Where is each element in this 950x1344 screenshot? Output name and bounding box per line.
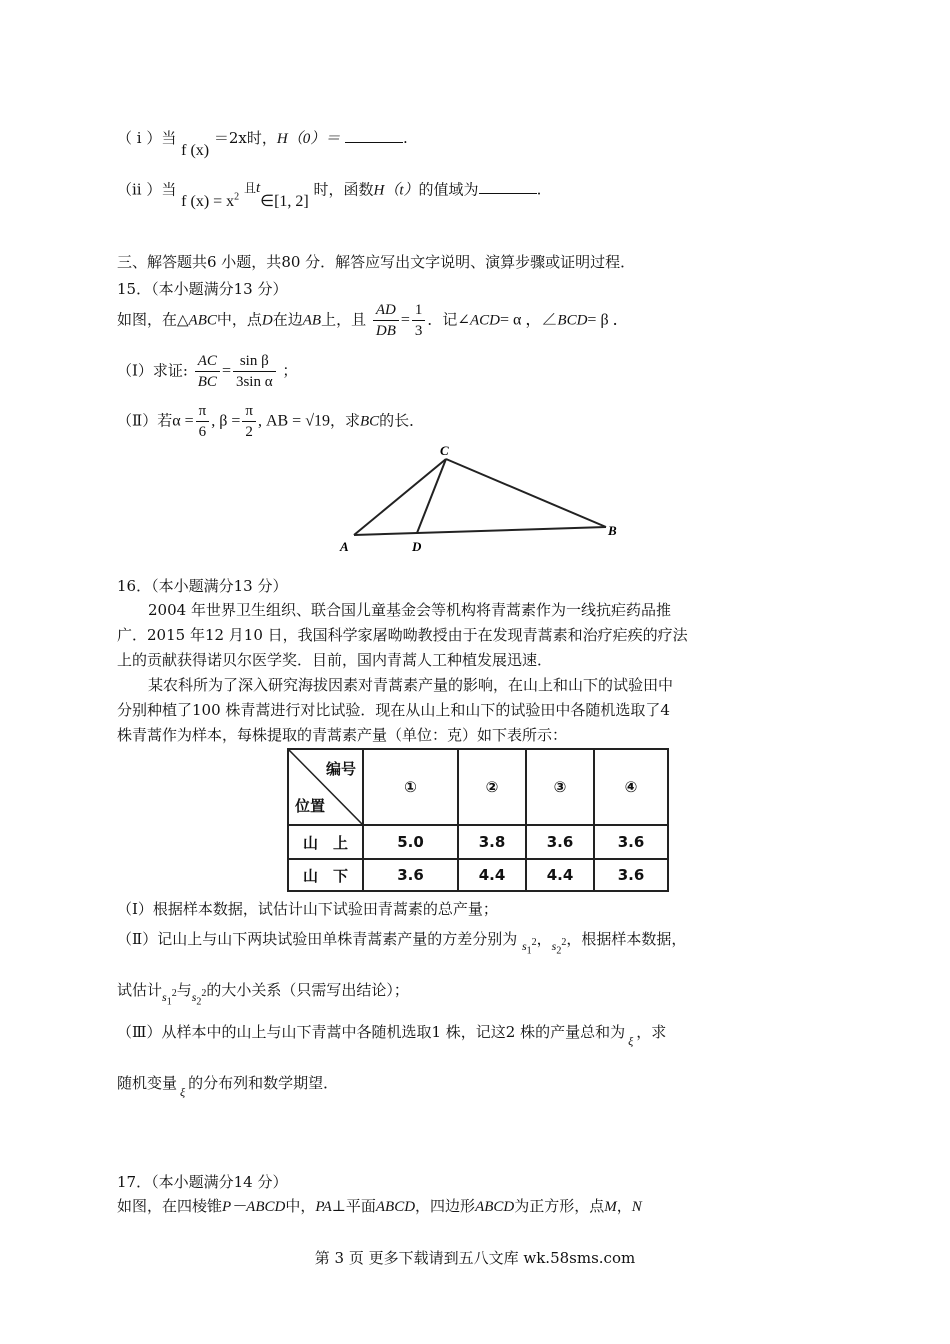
table-col-header: ② bbox=[458, 749, 526, 825]
q14-i-end: . bbox=[403, 129, 408, 147]
q17-abcd-2: ABCD bbox=[475, 1199, 515, 1215]
s2-squared bbox=[551, 937, 567, 957]
table-row-label: 山 下 bbox=[288, 859, 363, 891]
frac-num-ac: AC bbox=[195, 351, 220, 372]
q17-stem bbox=[117, 1196, 642, 1217]
table-row bbox=[288, 859, 668, 891]
q16-part2-d: 的大小关系（只需写出结论）； bbox=[206, 981, 409, 999]
s1-squared-b bbox=[162, 988, 177, 1008]
s2-letter: s bbox=[551, 939, 557, 953]
frac-three: 3 bbox=[414, 323, 423, 339]
table-col-header: ① bbox=[363, 749, 458, 825]
triangle-figure bbox=[330, 445, 630, 557]
section-3-heading: 三、解答题共6 小题，共80 分．解答应写出文字说明、演算步骤或证明过程． bbox=[117, 253, 636, 271]
q16-para1-line3: 上的贡献获得诺贝尔医学奖．目前，国内青蒿人工种植发展迅速． bbox=[117, 651, 553, 669]
q14-i-H: H（0）＝ bbox=[276, 131, 341, 147]
table-cell: 3.6 bbox=[594, 825, 668, 859]
q15-number: 15．（本小题满分13 分） bbox=[117, 280, 288, 298]
q14-ii-end: . bbox=[536, 180, 542, 199]
q14-part-i bbox=[117, 128, 408, 159]
q16-part3-a: （Ⅲ）从样本中的山上与山下青蒿中各随机选取1 株，记这2 株的产量总和为 bbox=[117, 1023, 626, 1041]
q16-para2-line1: 某农科所为了深入研究海拔因素对青蒿素产量的影响，在山上和山下的试验田中 bbox=[148, 676, 674, 694]
table-corner-cell bbox=[288, 749, 363, 825]
q14-part-ii bbox=[117, 176, 542, 211]
q15-ABC: ABC bbox=[188, 312, 217, 329]
fraction-one-third bbox=[412, 300, 426, 341]
q14-i-label: （ i ）当 bbox=[117, 129, 177, 147]
s1-squared bbox=[521, 937, 537, 957]
label-a: A bbox=[340, 539, 349, 554]
frac-num-sin: sin β bbox=[233, 351, 276, 372]
q14-ii-exp: 2 bbox=[234, 192, 240, 203]
q17-pabcd: P－ABCD bbox=[222, 1199, 286, 1215]
q16-para1-line2: 广．2015 年12 月10 日，我国科学家屠呦呦教授由于在发现青蒿素和治疗疟疾的疗法 bbox=[117, 626, 688, 644]
xi-symbol-2: ξ bbox=[180, 1085, 186, 1099]
q15-eq-beta: = β ． bbox=[587, 311, 629, 329]
q17-stem-e: 为正方形，点 bbox=[514, 1197, 605, 1215]
q16-part1: （Ⅰ）根据样本数据，试估计山下试验田青蒿素的总产量； bbox=[117, 900, 498, 918]
q17-abcd-1: ABCD bbox=[375, 1199, 416, 1215]
q14-ii-func-text: f (x) = x bbox=[181, 193, 235, 211]
q16-number: 16．（本小题满分13 分） bbox=[117, 577, 288, 595]
q17-stem-b: 中， bbox=[285, 1197, 316, 1215]
s2-sup: 2 bbox=[561, 937, 567, 948]
q14-ii-and: 且 bbox=[243, 181, 256, 196]
q15-stem bbox=[117, 300, 629, 341]
label-c: C bbox=[440, 445, 449, 458]
edge-ac bbox=[354, 459, 446, 535]
q16-para2-line2: 分别种植了100 株青蒿进行对比试验．现在从山上和山下的试验田中各随机选取了4 bbox=[117, 701, 670, 719]
q16-part2-c: 试估计 bbox=[117, 981, 163, 999]
header-bottom-label: 位置 bbox=[295, 797, 326, 815]
q15-p2-alpha: α = bbox=[172, 412, 194, 430]
table-header-row bbox=[288, 749, 668, 825]
yield-table bbox=[287, 748, 669, 892]
q15-BCD: BCD bbox=[557, 312, 588, 329]
answer-blank-2 bbox=[479, 179, 537, 194]
table-cell: 3.6 bbox=[363, 859, 458, 891]
table-row bbox=[288, 825, 668, 859]
q14-ii-label: （ii ）当 bbox=[117, 180, 177, 199]
q16-part3-b: ，求 bbox=[636, 1023, 667, 1041]
q17-m: M bbox=[604, 1199, 617, 1215]
table-row-label: 山 上 bbox=[288, 825, 363, 859]
q16-part3-d: 的分布列和数学期望． bbox=[188, 1074, 339, 1092]
q15-eq-2: = bbox=[221, 362, 231, 380]
q15-eq: = bbox=[400, 311, 410, 329]
s1-sup: 2 bbox=[531, 937, 537, 948]
frac-den-sin: 3sin α bbox=[235, 374, 273, 390]
q15-eq-alpha: = α ，∠ bbox=[500, 311, 558, 329]
s1b-sup: 2 bbox=[171, 988, 177, 999]
frac-num-ad: AD bbox=[373, 300, 399, 321]
q16-para1-line1: 2004 年世界卫生组织、联合国儿童基金会等机构将青蒿素作为一线抗疟药品推 bbox=[148, 601, 671, 619]
q16-part3-c: 随机变量 bbox=[117, 1074, 178, 1092]
edge-ab bbox=[354, 527, 606, 535]
s2b-sub: 2 bbox=[196, 996, 202, 1008]
s2-squared-b bbox=[191, 988, 207, 1008]
frac-two: 2 bbox=[245, 424, 253, 440]
q15-p2-beta: , β = bbox=[211, 412, 241, 430]
label-d: D bbox=[412, 539, 422, 554]
s1-sub: 1 bbox=[526, 945, 532, 957]
q14-ii-interval: ∈[1, 2] bbox=[260, 193, 309, 211]
q15-part1-label: （Ⅰ）求证: bbox=[117, 361, 188, 380]
q15-AB: AB bbox=[302, 312, 322, 329]
table-col-header: ④ bbox=[594, 749, 668, 825]
fraction-pi-6 bbox=[196, 401, 210, 442]
q15-p2-ab: , AB = √19 bbox=[257, 412, 330, 430]
q16-yu: 与 bbox=[176, 981, 192, 999]
q14-ii-tail: 时，函数 bbox=[313, 180, 374, 199]
page-footer: 第 3 页 更多下载请到五八文库 wk.58sms.com bbox=[314, 1249, 636, 1267]
frac-pi: π bbox=[196, 401, 210, 422]
fraction-ad-db bbox=[373, 300, 399, 341]
q17-stem-f: ， bbox=[616, 1197, 632, 1215]
q16-part3 bbox=[117, 1022, 667, 1048]
q15-stem-a: 如图，在△ bbox=[117, 310, 189, 329]
q14-i-cond: ＝2x时， bbox=[213, 129, 277, 147]
q14-ii-H: H（t） bbox=[373, 182, 419, 199]
frac-six: 6 bbox=[198, 424, 207, 440]
fraction-pi-2 bbox=[242, 401, 256, 442]
q17-stem-a: 如图，在四棱锥 bbox=[117, 1197, 223, 1215]
table-cell: 3.6 bbox=[526, 825, 594, 859]
q15-stem-e: ．记∠ bbox=[427, 310, 470, 329]
table-cell: 4.4 bbox=[526, 859, 594, 891]
frac-pi-2-num: π bbox=[242, 401, 256, 422]
q15-stem-c: 在边 bbox=[272, 310, 303, 329]
q15-p2-tail: ，求 bbox=[329, 411, 360, 430]
q16-part2 bbox=[117, 927, 686, 955]
q16-part3-cont bbox=[117, 1073, 339, 1099]
q15-D: D bbox=[261, 312, 273, 329]
fraction-sin bbox=[233, 351, 276, 392]
label-b: B bbox=[608, 523, 617, 538]
q14-ii-range: 的值域为 bbox=[418, 180, 479, 199]
s2-sub: 2 bbox=[556, 945, 562, 957]
q15-BC: BC bbox=[359, 413, 380, 430]
q15-part-2 bbox=[117, 401, 424, 442]
q17-number: 17．（本小题满分14 分） bbox=[117, 1173, 288, 1191]
xi-symbol: ξ bbox=[628, 1034, 634, 1048]
q15-stem-b: 中，点 bbox=[216, 310, 262, 329]
q14-i-func: f (x) bbox=[181, 142, 210, 159]
frac-den-bc: BC bbox=[197, 374, 217, 390]
frac-one: 1 bbox=[412, 300, 426, 321]
q15-part2-label: （Ⅱ）若 bbox=[117, 411, 173, 430]
q17-stem-d: ，四边形 bbox=[415, 1197, 476, 1215]
q17-stem-c: ⊥平面 bbox=[331, 1197, 376, 1215]
q16-comma: ， bbox=[536, 930, 552, 948]
q14-ii-t: t bbox=[255, 180, 261, 197]
header-top-label: 编号 bbox=[325, 760, 356, 778]
table-cell: 5.0 bbox=[363, 825, 458, 859]
q16-para2-line3: 株青蒿作为样本，每株提取的青蒿素产量（单位：克）如下表所示： bbox=[117, 726, 568, 744]
q15-p2-end: 的长． bbox=[379, 411, 425, 430]
q15-ACD: ACD bbox=[470, 312, 500, 329]
q15-part1-end: ； bbox=[282, 361, 298, 380]
s2b-letter: s bbox=[191, 990, 197, 1004]
s2b-sup: 2 bbox=[201, 988, 207, 999]
q16-part2-cont bbox=[117, 978, 409, 1006]
q16-part2-a: （Ⅱ）记山上与山下两块试验田单株青蒿素产量的方差分别为 bbox=[117, 930, 518, 948]
q17-n: N bbox=[631, 1199, 642, 1215]
answer-blank-1 bbox=[345, 128, 403, 143]
table-cell: 4.4 bbox=[458, 859, 526, 891]
q14-ii-func bbox=[181, 193, 239, 210]
frac-den-db: DB bbox=[375, 323, 396, 339]
q17-pa: PA bbox=[315, 1199, 332, 1215]
s1-letter: s bbox=[521, 939, 527, 953]
edge-cb bbox=[446, 459, 606, 527]
table-cell: 3.8 bbox=[458, 825, 526, 859]
s1b-sub: 1 bbox=[166, 996, 172, 1008]
q15-part-1 bbox=[117, 351, 297, 392]
q16-part2-b: ，根据样本数据， bbox=[566, 930, 687, 948]
s1b-letter: s bbox=[162, 990, 167, 1004]
q15-stem-d: 上，且 bbox=[321, 310, 367, 329]
table-cell: 3.6 bbox=[594, 859, 668, 891]
fraction-ac-bc bbox=[195, 351, 220, 392]
table-col-header: ③ bbox=[526, 749, 594, 825]
